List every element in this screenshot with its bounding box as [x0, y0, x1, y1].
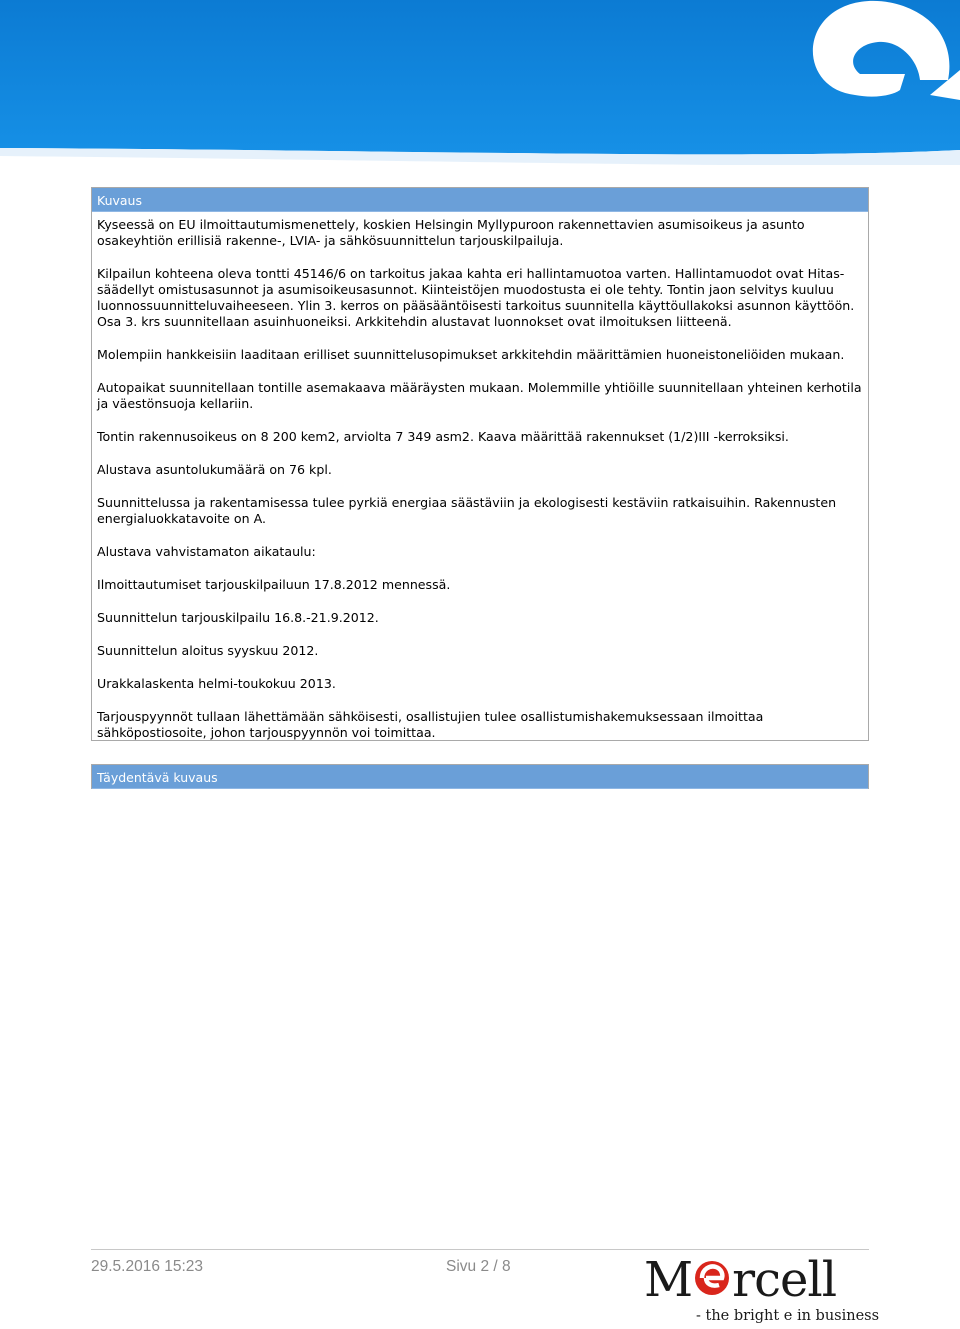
description-section: [91, 187, 869, 741]
paragraph: Alustava asuntolukumäärä on 76 kpl.: [97, 462, 332, 477]
paragraph: Tarjouspyynnöt tullaan lähettämään sähköisesti, osallistujien tulee osallistumishakemuksessaan ilmoittaa sähköpostiosoite, johon tarjouspyynnön voi toimittaa.: [97, 709, 764, 740]
logo-e-ring-icon: [692, 1256, 732, 1296]
paragraph: Kilpailun kohteena oleva tontti 45146/6 on tarkoitus jakaa kahta eri hallintamuotoa varten. Hallintamuodot ovat Hitas-säädellyt omistusasunnot ja asumisoikeusasunnot. Kiinteistöjen muodostusta ei ole tehty. Tontin jaon selvitys kuuluu luonnossuunnitteluvaiheeseen. Ylin 3. kerros on pääsääntöisesti tarkoitus suunnitella käyttöullakoksi asunnon käyttöön. Osa 3. krs suunnitellaan asuinhuoneiksi. Arkkitehdin alustavat luonnokset ovat ilmoituksen liitteenä.: [97, 266, 855, 329]
paragraph: Suunnittelun aloitus syyskuu 2012.: [97, 643, 319, 658]
paragraph: Suunnittelun tarjouskilpailu 16.8.-21.9.2012.: [97, 610, 379, 625]
paragraph: Urakkalaskenta helmi-toukokuu 2013.: [97, 676, 336, 691]
footer-page-number: Sivu 2 / 8: [446, 1258, 511, 1275]
supplementary-description-section: [91, 764, 869, 789]
logo-text-end: rcell: [732, 1252, 837, 1308]
header-wave: [0, 0, 960, 165]
paragraph: Molempiin hankkeisiin laaditaan erilliset suunnittelusopimukset arkkitehdin määrittämien huoneistoneliöiden mukaan.: [97, 347, 845, 362]
section-title: Kuvaus: [92, 188, 868, 212]
logo-tagline: - the bright e in business: [696, 1308, 880, 1324]
logo-wordmark: [644, 1252, 836, 1308]
paragraph: Suunnittelussa ja rakentamisessa tulee pyrkiä energiaa säästäviin ja ekologisesti kestäviin ratkaisuihin. Rakennusten energialuokkatavoite on A.: [97, 495, 837, 526]
footer-divider: [91, 1249, 869, 1250]
paragraph: Ilmoittautumiset tarjouskilpailuun 17.8.2012 mennessä.: [97, 577, 451, 592]
footer-date: 29.5.2016 15:23: [91, 1258, 204, 1275]
paragraph: Kyseessä on EU ilmoittautumismenettely, koskien Helsingin Myllypuroon rakennettavien asumisoikeus ja asunto osakeyhtiön erillisiä rakenne-, LVIA- ja sähkösuunnittelun tarjouskilpailuja.: [97, 217, 805, 248]
section-title: Täydentävä kuvaus: [92, 765, 868, 789]
header-banner: [0, 0, 960, 165]
section-body: [92, 212, 868, 745]
paragraph: Autopaikat suunnitellaan tontille asemakaava määräysten mukaan. Molemmille yhtiöille suunnitellaan yhteinen kerhotila ja väestönsuoja kellariin.: [97, 380, 862, 411]
marcell-logo: [640, 1252, 880, 1328]
paragraph: Alustava vahvistamaton aikataulu:: [97, 544, 316, 559]
logo-text-start: M: [644, 1252, 693, 1308]
paragraph: Tontin rakennusoikeus on 8 200 kem2, arviolta 7 349 asm2. Kaava määrittää rakennukset (1/2)III -kerroksiksi.: [97, 429, 789, 444]
